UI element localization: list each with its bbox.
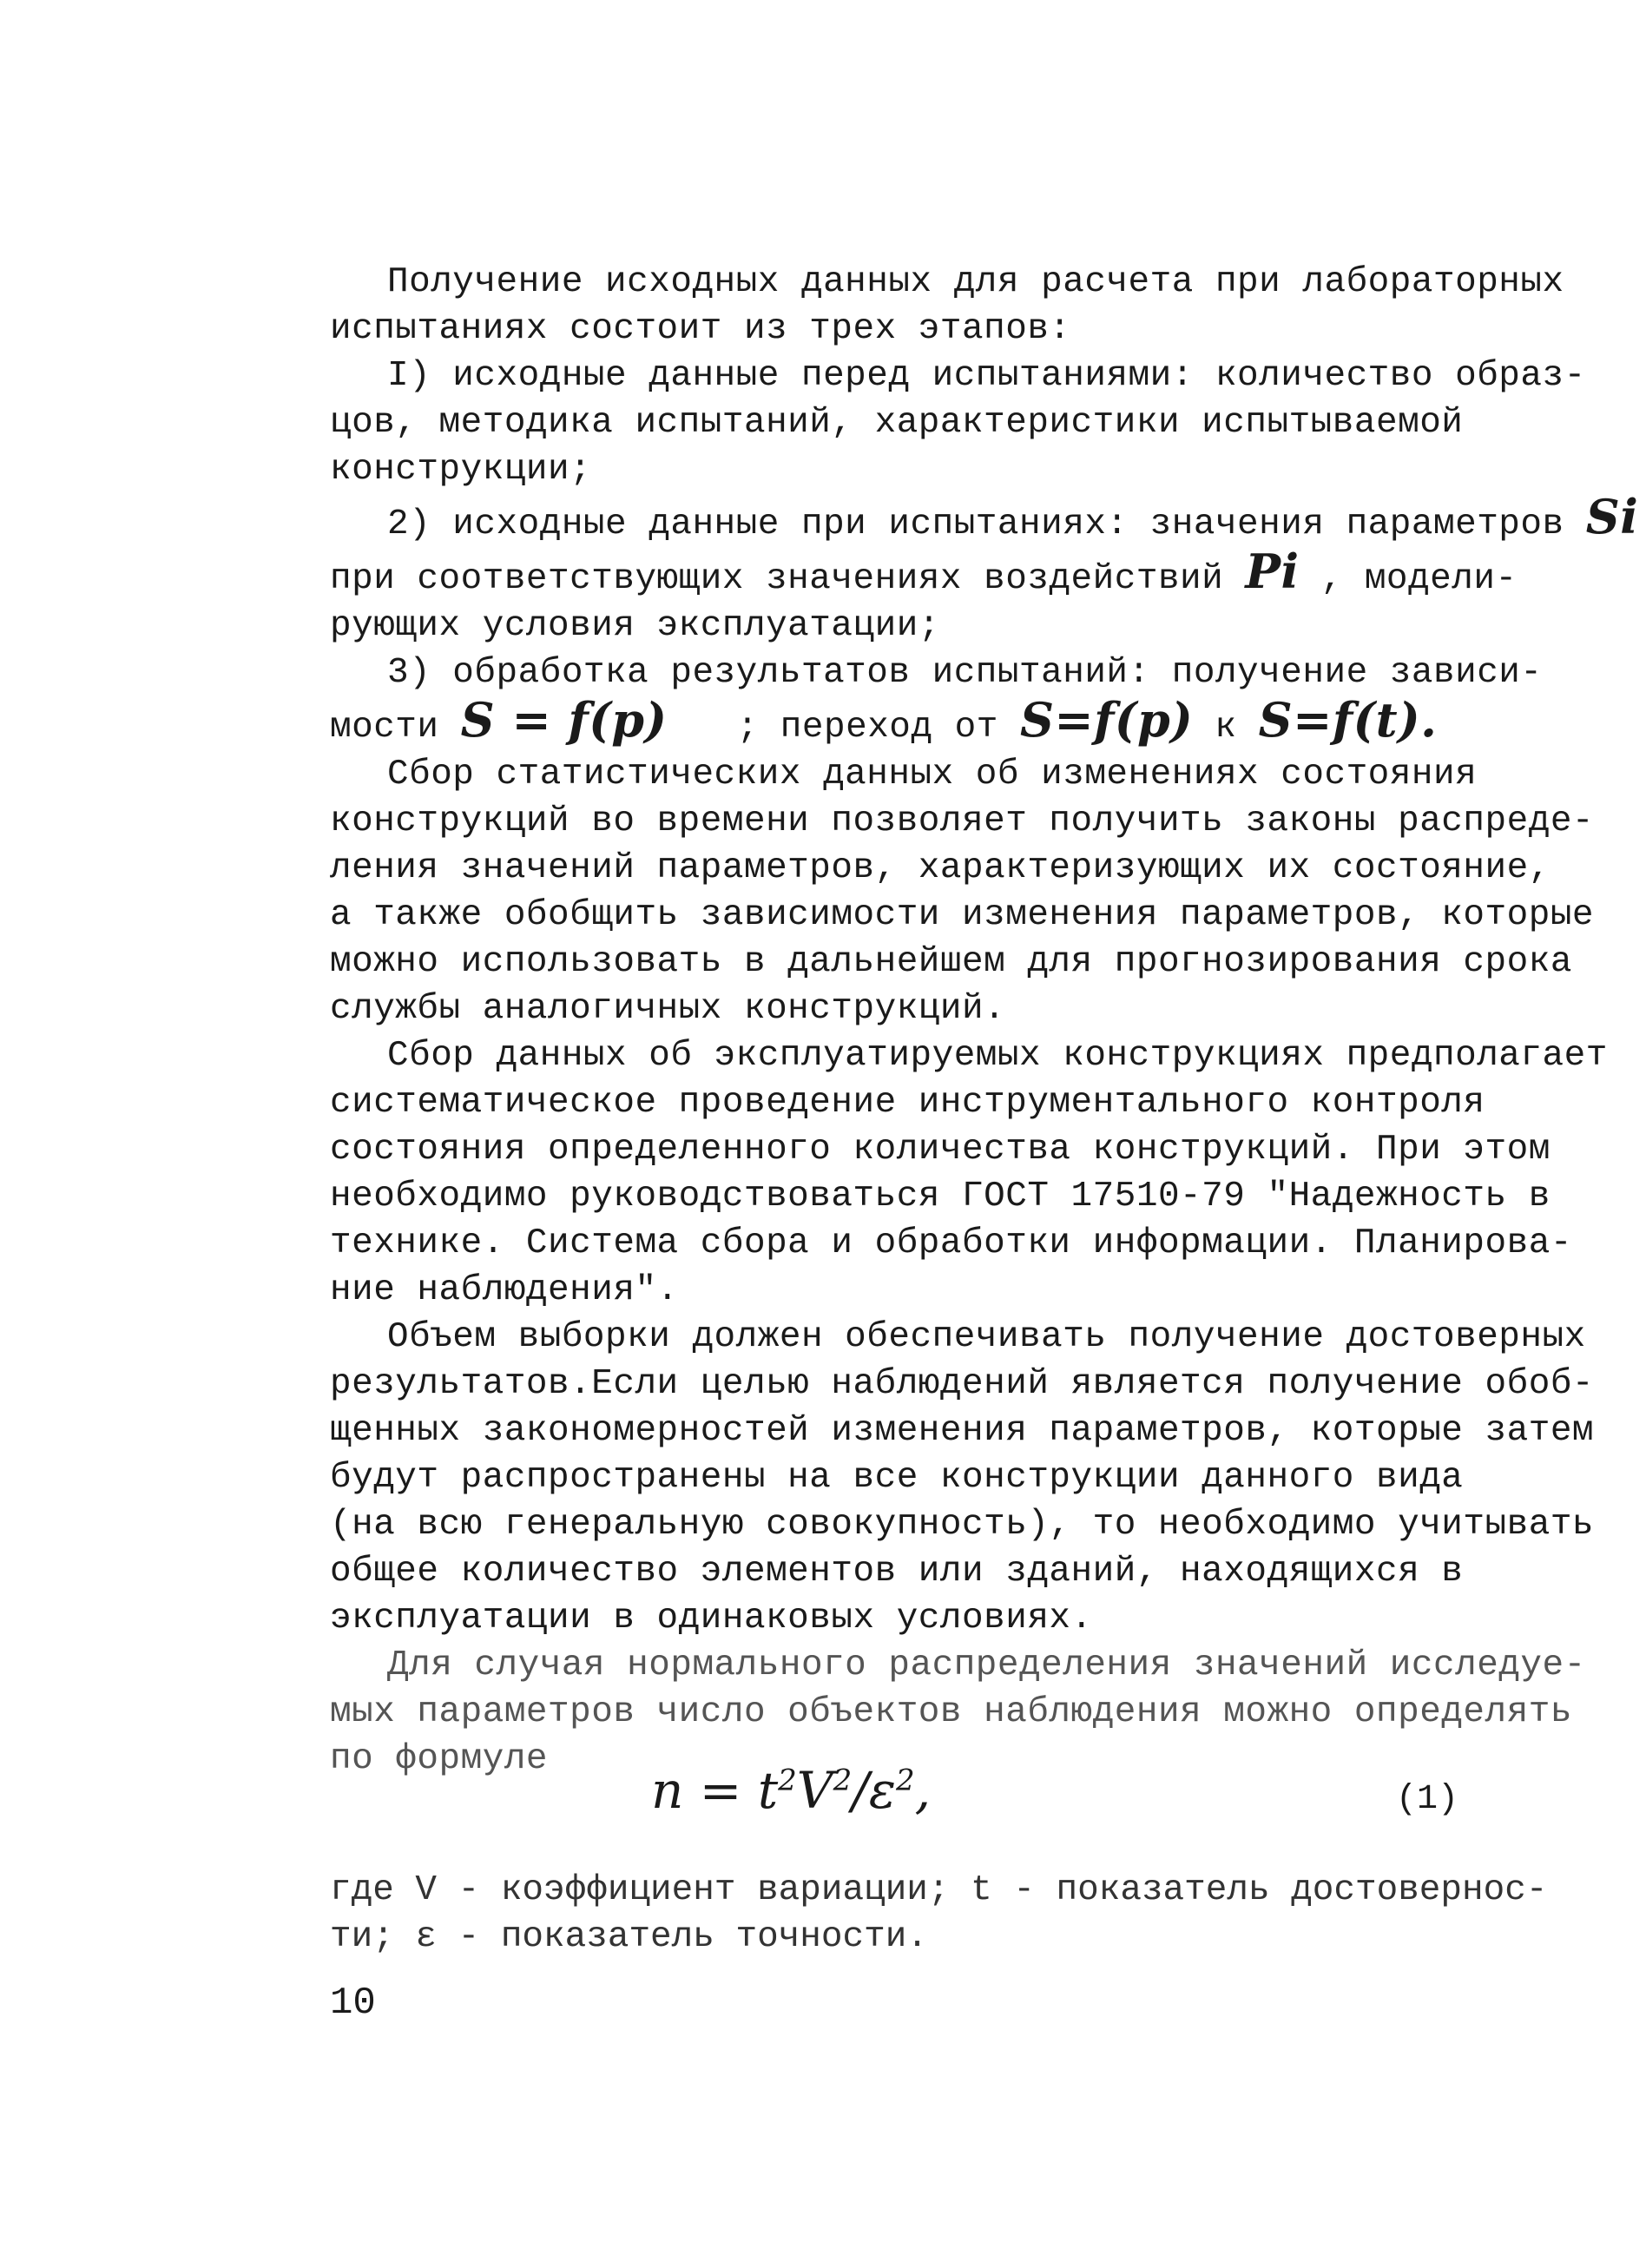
paragraph-line: Объем выборки должен обеспечивать получение достоверных	[387, 1317, 1586, 1357]
formula-lhs: n = t	[651, 1761, 779, 1820]
variable-definitions	[330, 1867, 1548, 1961]
paragraph-line: ние наблюдения".	[330, 1270, 679, 1310]
paragraph-line: общее количество элементов или зданий, находящихся в	[330, 1552, 1464, 1592]
paragraph-line: а также обобщить зависимости изменения параметров, которые	[330, 895, 1595, 935]
formula-s-of-p-2: S=f(p)	[1019, 692, 1194, 748]
paragraph-line: конструкций во времени позволяет получить законы распреде-	[330, 801, 1595, 841]
formula-s-of-p: S = f(p)	[460, 692, 668, 748]
sample-size-formula	[651, 1761, 931, 1820]
formula-variable: V	[796, 1761, 833, 1820]
paragraph-line: рующих условия эксплуатации;	[330, 606, 940, 646]
paragraph-line: службы аналогичных конструкций.	[330, 989, 1006, 1029]
paragraph-line: будут распространены на все конструкции данного вида	[330, 1458, 1464, 1498]
formula-row	[330, 1761, 1458, 1839]
equation-number: (1)	[1395, 1780, 1458, 1819]
symbol-pi: Pi	[1245, 544, 1300, 599]
paragraph-line: можно использовать в дальнейшем для прогнозирования срока	[330, 942, 1572, 982]
paragraph-line: Сбор статистических данных об изменениях состояния	[387, 755, 1478, 794]
paragraph-line: результатов.Если целью наблюдений является получение обоб-	[330, 1364, 1595, 1404]
formula-s-of-t: S=f(t).	[1258, 692, 1438, 748]
paragraph-line: Сбор данных об эксплуатируемых конструкциях предполагает	[387, 1036, 1608, 1076]
line-text: к	[1215, 708, 1237, 748]
paragraph-line: щенных закономерностей изменения параметров, которые затем	[330, 1411, 1595, 1451]
paragraph-line: I) исходные данные перед испытаниями: количество образ-	[387, 356, 1586, 396]
definition-line: ти; ε - показатель точности.	[330, 1917, 928, 1957]
paragraph-line: 3) обработка результатов испытаний: получение зависи-	[387, 653, 1543, 693]
paragraph-line: необходимо руководствоваться ГОСТ 17510-79 "Надежность в	[330, 1177, 1551, 1216]
paragraph-line: состояния определенного количества конструкций. При этом	[330, 1130, 1551, 1170]
line-text: при соответствующих значениях воздействий	[330, 559, 1224, 599]
line-text: мости	[330, 708, 439, 748]
paragraph-line: (на всю генеральную совокупность), то необходимо учитывать	[330, 1505, 1595, 1545]
paragraph-line: систематическое проведение инструментального контроля	[330, 1083, 1485, 1123]
paragraph-line	[330, 692, 1485, 751]
formula-punctuation: ,	[914, 1761, 932, 1820]
paragraph-line: испытаниях состоит из трех этапов:	[330, 309, 1071, 349]
paragraph-line: Для случая нормального распределения значений исследуе-	[387, 1645, 1586, 1685]
paragraph-line	[330, 544, 1518, 603]
paragraph-line: ления значений параметров, характеризующих их состояние,	[330, 848, 1551, 888]
formula-variable: ε	[868, 1761, 896, 1820]
paragraph-line: мых параметров число объектов наблюдения можно определять	[330, 1692, 1572, 1732]
paragraph-line: эксплуатации в одинаковых условиях.	[330, 1599, 1093, 1638]
paragraph-line: технике. Система сбора и обработки информации. Планирова-	[330, 1223, 1572, 1263]
paragraph-line: цов, методика испытаний, характеристики испытываемой	[330, 403, 1464, 443]
line-text: , модели-	[1320, 559, 1518, 599]
formula-exponent: 2	[833, 1763, 853, 1798]
page-number: 10	[330, 1981, 376, 2025]
paragraph-line: конструкции;	[330, 450, 592, 490]
definition-line: где V - коэффициент вариации; t - показатель достовернос-	[330, 1870, 1548, 1910]
paragraph-line	[330, 489, 1639, 548]
paragraph-line: по формуле	[330, 1739, 549, 1779]
line-text: 2) исходные данные при испытаниях: значения параметров	[387, 504, 1564, 544]
body-text	[330, 259, 1639, 1783]
line-text: ; переход от	[736, 708, 998, 748]
formula-division: /	[852, 1761, 869, 1820]
paragraph-line: Получение исходных данных для расчета при лабораторных	[387, 262, 1564, 302]
formula-exponent: 2	[895, 1763, 915, 1798]
formula-exponent: 2	[778, 1763, 797, 1798]
symbol-si: Si	[1585, 489, 1639, 544]
